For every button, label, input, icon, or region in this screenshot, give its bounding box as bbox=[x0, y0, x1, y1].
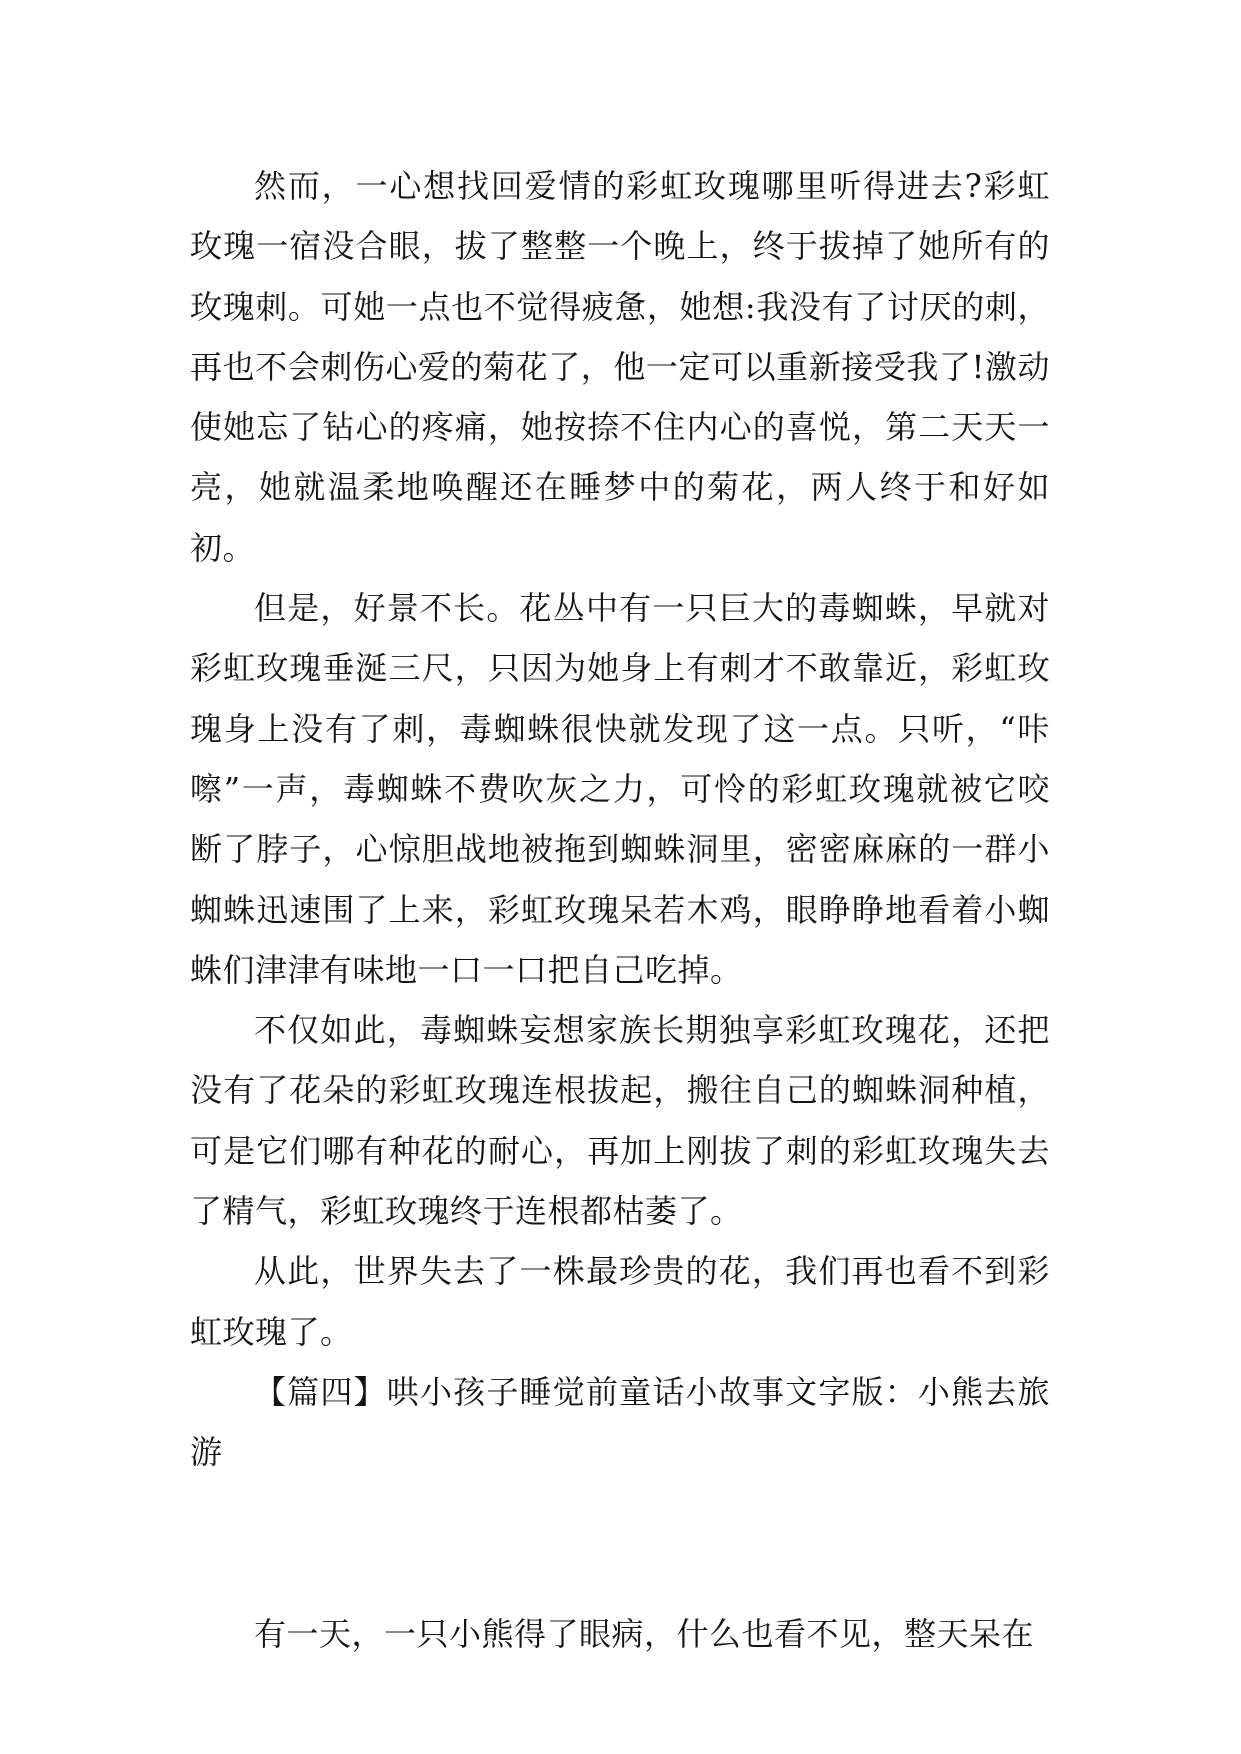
blank-gap bbox=[190, 1483, 1050, 1604]
paragraph-spider-transplant: 不仅如此，毒蜘蛛妄想家族长期独享彩虹玫瑰花，还把没有了花朵的彩虹玫瑰连根拔起，搬往自己的蜘蛛洞种植，可是它们哪有种花的耐心，再加上刚拔了刺的彩虹玫瑰失去了精气，彩虹玫瑰终于连根都枯萎了。 bbox=[190, 1011, 1050, 1231]
paragraph-ending: 从此，世界失去了一株最珍贵的花，我们再也看不到彩虹玫瑰了。 bbox=[190, 1252, 1050, 1351]
document-body bbox=[190, 156, 1050, 1664]
paragraph-little-bear-start: 有一天，一只小熊得了眼病，什么也看不见，整天呆在 bbox=[254, 1614, 1035, 1653]
paragraph-spider-attack: 但是，好景不长。花丛中有一只巨大的毒蜘蛛，早就对彩虹玫瑰垂涎三尺，只因为她身上有刺才不敢靠近，彩虹玫瑰身上没有了刺，毒蜘蛛很快就发现了这一点。只听，“咔嚓”一声，毒蜘蛛不费吹灰之力，可怜的彩虹玫瑰就被它咬断了脖子，心惊胆战地被拖到蜘蛛洞里，密密麻麻的一群小蜘蛛迅速围了上来，彩虹玫瑰呆若木鸡，眼睁睁地看着小蜘蛛们津津有味地一口一口把自己吃掉。 bbox=[190, 589, 1050, 989]
section-heading: 【篇四】哄小孩子睡觉前童话小故事文字版：小熊去旅游 bbox=[190, 1372, 1050, 1472]
paragraph-rainbow-rose-thorns: 然而，一心想找回爱情的彩虹玫瑰哪里听得进去?彩虹玫瑰一宿没合眼，拔了整整一个晚上，终于拔掉了她所有的玫瑰刺。可她一点也不觉得疲惫，她想:我没有了讨厌的刺，再也不会刺伤心爱的菊花了，他一定可以重新接受我了!激动使她忘了钻心的疼痛，她按捺不住内心的喜悦，第二天天一亮，她就温柔地唤醒还在睡梦中的菊花，两人终于和好如初。 bbox=[190, 167, 1050, 567]
